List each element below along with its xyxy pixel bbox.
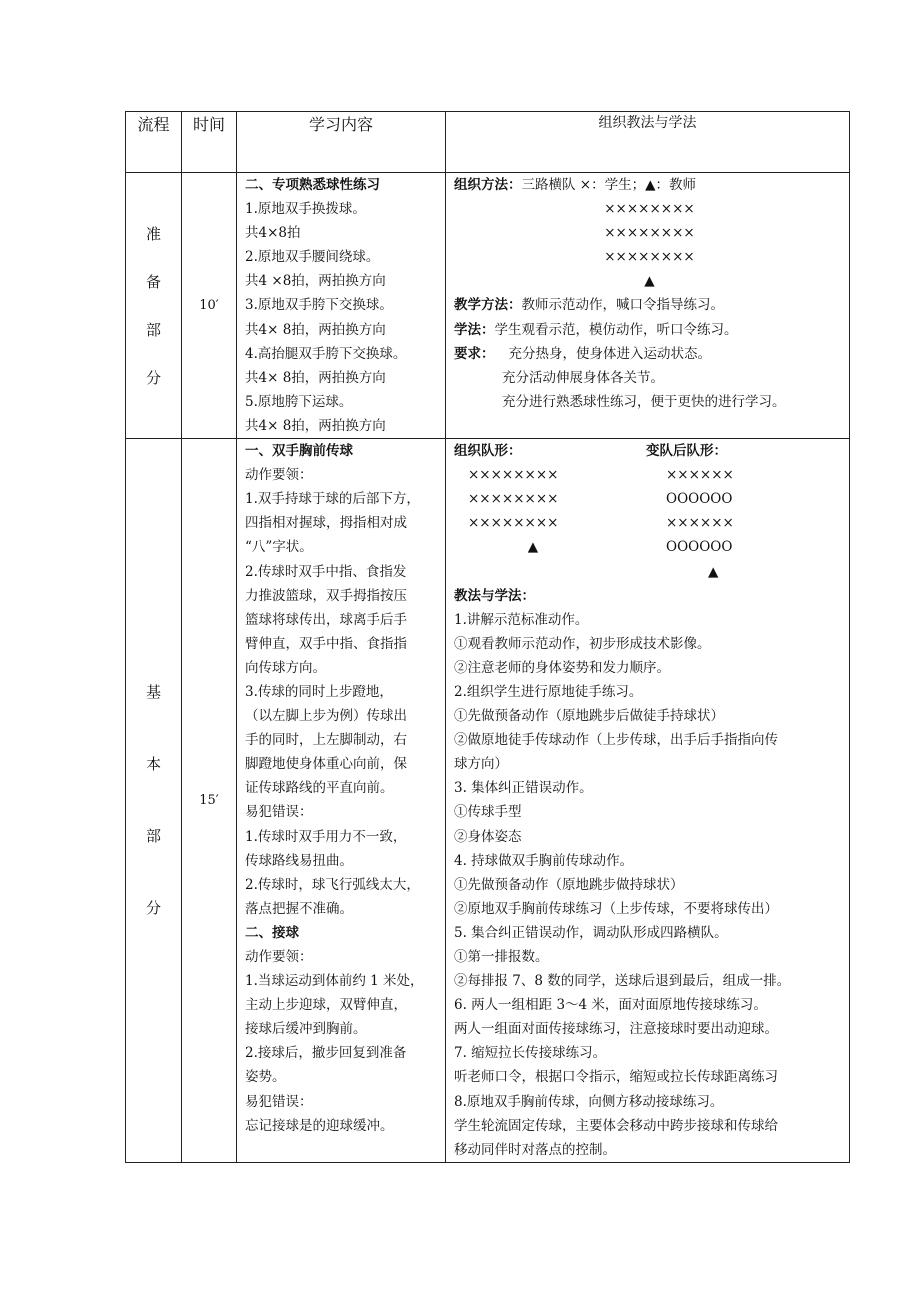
content-line: 共4× 8拍，两拍换方向 bbox=[245, 369, 386, 386]
content-line: 接球后缓冲到胸前。 bbox=[245, 1021, 367, 1038]
formation-right-title: 变队后队形： bbox=[646, 443, 727, 460]
header-row bbox=[126, 112, 850, 173]
content-line: 脚蹬地使身体重心向前，保 bbox=[245, 756, 407, 773]
teacher-marker: ▲ bbox=[708, 563, 719, 580]
formation-row: ×××××××× bbox=[604, 225, 695, 242]
formation-row: ×××××××× bbox=[468, 515, 559, 532]
method-line: ②注意老师的身体姿势和发力顺序。 bbox=[454, 659, 670, 676]
content-line: 动作要领： bbox=[245, 467, 313, 484]
main-row bbox=[126, 439, 850, 1163]
req-label: 要求： bbox=[454, 345, 495, 362]
content-line: （以左脚上步为例）传球出 bbox=[245, 708, 407, 725]
formation-row: ×××××××× bbox=[604, 249, 695, 266]
formation-row: ×××××××× bbox=[468, 467, 559, 484]
org-label: 组织方法： bbox=[454, 177, 522, 193]
prep-method-cell bbox=[446, 173, 850, 439]
formation-row: ×××××××× bbox=[604, 201, 695, 218]
content-line: 易犯错误： bbox=[245, 804, 313, 821]
content-line: 落点把握不准确。 bbox=[245, 900, 353, 917]
content-line: 手的同时，上左脚制动，右 bbox=[245, 732, 407, 749]
content-line: 力推波篮球，双手拇指按压 bbox=[245, 587, 407, 604]
teach-text: 教师示范动作，喊口令指导练习。 bbox=[521, 297, 724, 314]
header-time: 时间 bbox=[182, 112, 237, 173]
requirement-line: 充分进行熟悉球性练习，便于更快的进行学习。 bbox=[502, 393, 786, 410]
content-line: 2.接球后，撤步回复到准备 bbox=[245, 1045, 407, 1062]
content-line: 臂伸直，双手中指、食指指 bbox=[245, 635, 407, 652]
prep-stage-cell bbox=[126, 173, 182, 439]
content-line: 四指相对握球，拇指相对成 bbox=[245, 515, 407, 532]
method-line: ①先做预备动作（原地跳步做持球状） bbox=[454, 876, 684, 893]
content-line: 向传球方向。 bbox=[245, 659, 326, 676]
method-line: 两人一组面对面传接球练习，注意接球时要出动迎球。 bbox=[454, 1021, 778, 1038]
content-line: 2.原地双手腰间绕球。 bbox=[245, 249, 380, 266]
prep-stage-char: 部 bbox=[145, 320, 161, 339]
method-line: 3. 集体纠正错误动作。 bbox=[454, 780, 593, 797]
method-line: ②每排报 7、8 数的同学，送球后退到最后，组成一排。 bbox=[454, 973, 791, 990]
teach-label: 教学方法： bbox=[454, 297, 522, 314]
method-line: ①观看教师示范动作，初步形成技术影像。 bbox=[454, 635, 711, 652]
formation-diagram bbox=[454, 463, 845, 583]
main-time: 15′ bbox=[182, 439, 237, 1163]
content-line: 一、双手胸前传球 bbox=[245, 443, 353, 460]
method-lines bbox=[454, 608, 845, 1162]
formation-row: OOOOOO bbox=[666, 539, 733, 556]
method-line: 移动同伴时对落点的控制。 bbox=[454, 1141, 616, 1158]
content-line: 2.传球时，球飞行弧线太大， bbox=[245, 876, 420, 893]
header-method: 组织教法与学法 bbox=[446, 112, 850, 173]
requirement-line: 充分活动伸展身体各关节。 bbox=[502, 369, 664, 386]
header-flow: 流程 bbox=[126, 112, 182, 173]
lesson-plan-table bbox=[125, 111, 850, 1163]
content-line: 5.原地胯下运球。 bbox=[245, 393, 353, 410]
content-line: 共4 ×8拍，两拍换方向 bbox=[245, 273, 386, 290]
formation-row: ×××××× bbox=[666, 515, 734, 532]
method-line: 听老师口令，根据口令指示，缩短或拉长传球距离练习 bbox=[454, 1069, 778, 1086]
org-text: 三路横队 ×：学生；▲：教师 bbox=[521, 177, 696, 193]
content-line: 1.当球运动到体前约 1 米处， bbox=[245, 973, 424, 990]
method-line: ①先做预备动作（原地跳步后做徒手持球状） bbox=[454, 708, 724, 725]
learn-text: 学生观看示范，模仿动作，听口令练习。 bbox=[494, 321, 738, 338]
method-title: 教法与学法： bbox=[454, 587, 535, 604]
teacher-marker: ▲ bbox=[644, 273, 655, 290]
content-line: 主动上步迎球，双臂伸直， bbox=[245, 997, 407, 1014]
prep-stage-char: 备 bbox=[145, 272, 161, 291]
method-line: ①传球手型 bbox=[454, 804, 522, 821]
formation-right bbox=[648, 463, 828, 583]
content-line: 共4× 8拍，两拍换方向 bbox=[245, 321, 386, 338]
learn-method-line bbox=[454, 318, 845, 342]
prep-stage-char: 分 bbox=[145, 368, 161, 387]
method-line: ①第一排报数。 bbox=[454, 949, 549, 965]
method-line: 2.组织学生进行原地徒手练习。 bbox=[454, 683, 643, 700]
content-line: 二、专项熟悉球性练习 bbox=[245, 177, 380, 193]
main-stage-char: 部 bbox=[145, 827, 161, 846]
prep-content-cell bbox=[237, 173, 446, 439]
prep-row bbox=[126, 173, 850, 439]
method-line: 4. 持球做双手胸前传球动作。 bbox=[454, 852, 634, 869]
method-line: 1.讲解示范标准动作。 bbox=[454, 611, 589, 628]
prep-stage-char: 准 bbox=[145, 224, 161, 243]
content-line: 易犯错误： bbox=[245, 1093, 313, 1110]
content-line: 共4× 8拍，两拍换方向 bbox=[245, 417, 386, 434]
main-stage-char: 分 bbox=[145, 899, 161, 918]
formation-titles bbox=[454, 439, 845, 463]
content-line: 篮球将球传出，球离手后手 bbox=[245, 611, 407, 628]
method-line: 球方向） bbox=[454, 756, 508, 773]
formation-left bbox=[454, 463, 648, 583]
content-line: 忘记接球是的迎球缓冲。 bbox=[245, 1117, 394, 1134]
formation-row: OOOOOO bbox=[666, 491, 733, 508]
method-line: 学生轮流固定传球，主要体会移动中跨步接球和传球给 bbox=[454, 1117, 778, 1134]
content-line: 二、接球 bbox=[245, 924, 299, 941]
method-line: ②原地双手胸前传球练习（上步传球，不要将球传出） bbox=[454, 900, 778, 917]
content-line: 4.高抬腿双手胯下交换球。 bbox=[245, 345, 407, 362]
formation-row: ×××××××× bbox=[468, 491, 559, 508]
teacher-marker: ▲ bbox=[527, 539, 539, 556]
req-text: 充分热身，使身体进入运动状态。 bbox=[508, 345, 711, 362]
main-stage-cell bbox=[126, 439, 182, 1163]
content-line: 动作要领： bbox=[245, 949, 313, 965]
content-line: 证传球路线的平直向前。 bbox=[245, 780, 394, 797]
content-line: 1.双手持球于球的后部下方， bbox=[245, 491, 420, 508]
main-stage-char: 本 bbox=[145, 755, 161, 774]
formation-left-title: 组织队形： bbox=[454, 443, 522, 460]
header-content: 学习内容 bbox=[237, 112, 446, 173]
method-line: 7. 缩短拉长传接球练习。 bbox=[454, 1045, 607, 1062]
org-method-line bbox=[454, 173, 845, 197]
prep-time: 10′ bbox=[182, 173, 237, 439]
main-stage-char: 基 bbox=[145, 683, 161, 702]
content-line: 共4×8拍 bbox=[245, 225, 301, 242]
method-line: 5. 集合纠正错误动作，调动队形成四路横队。 bbox=[454, 924, 728, 941]
content-line: “八”字状。 bbox=[245, 539, 313, 556]
method-line: ②做原地徒手传球动作（上步传球，出手后手指指向传 bbox=[454, 732, 778, 749]
content-line: 传球路线易扭曲。 bbox=[245, 852, 353, 869]
teach-method-line bbox=[454, 293, 845, 317]
content-line: 3.传球的同时上步蹬地， bbox=[245, 683, 393, 700]
learn-label: 学法： bbox=[454, 321, 495, 338]
content-line: 2.传球时双手中指、食指发 bbox=[245, 563, 407, 580]
formation-row: ×××××× bbox=[666, 467, 734, 484]
main-method-cell bbox=[446, 439, 850, 1163]
requirement-line bbox=[454, 342, 845, 366]
main-content-cell bbox=[237, 439, 446, 1163]
method-line: ②身体姿态 bbox=[454, 828, 522, 845]
method-line: 6. 两人一组相距 3～4 米，面对面原地传接球练习。 bbox=[454, 997, 767, 1014]
content-line: 姿势。 bbox=[245, 1069, 286, 1086]
content-line: 3.原地双手胯下交换球。 bbox=[245, 297, 393, 314]
content-line: 1.原地双手换拨球。 bbox=[245, 201, 366, 218]
method-line: 8.原地双手胸前传球，向侧方移动接球练习。 bbox=[454, 1093, 724, 1110]
content-line: 1.传球时双手用力不一致， bbox=[245, 828, 407, 845]
